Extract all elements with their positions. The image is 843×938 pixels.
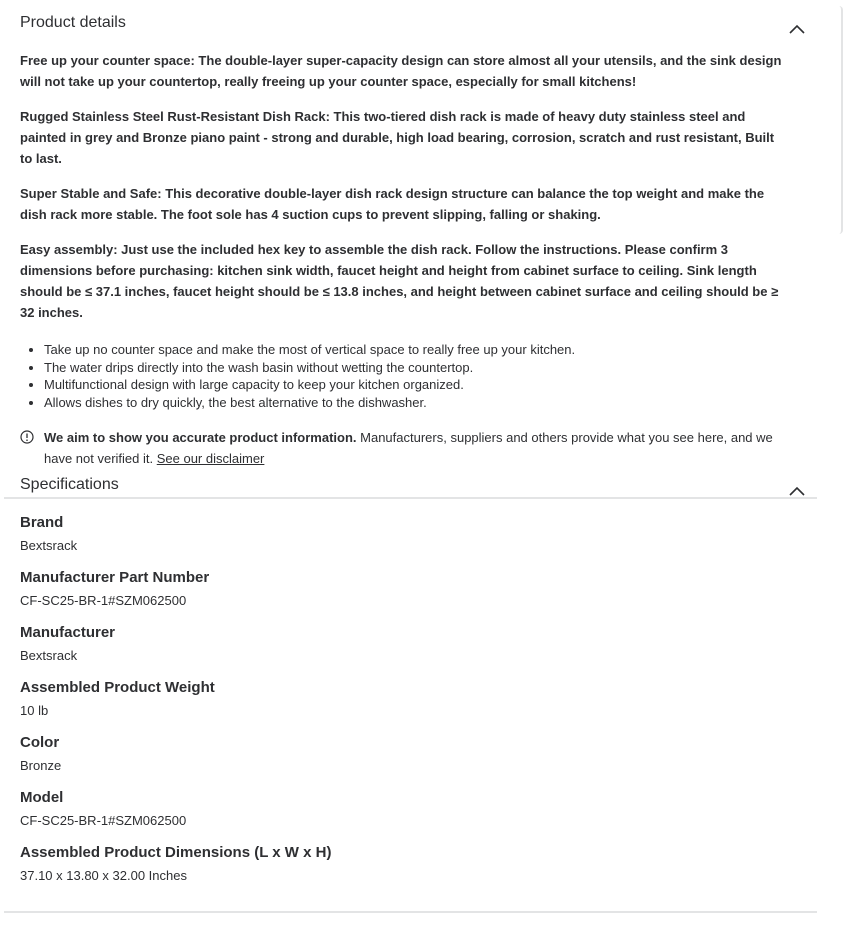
scroll-edge — [838, 6, 843, 234]
info-circle-icon — [20, 430, 34, 444]
disclaimer-bold: We aim to show you accurate product information. — [44, 430, 357, 445]
feature-list — [20, 341, 785, 411]
list-item: • Take up no counter space and make the most of vertical space to really free up your kitchen. — [44, 341, 785, 359]
spec-label: Assembled Product Weight — [20, 679, 215, 696]
details-paragraph-2: Rugged Stainless Steel Rust-Resistant Dish Rack: This two-tiered dish rack is made of heavy duty stainless steel and painted in grey and Bronze piano paint - strong and durable, high load bearing, corrosion, scratch and rust resistant, Built to last. — [20, 109, 775, 166]
list-item: • The water drips directly into the wash basin without wetting the countertop. — [44, 359, 785, 377]
specifications-header[interactable] — [4, 462, 817, 504]
spec-color — [20, 732, 801, 775]
spec-label: Color — [20, 734, 60, 751]
spec-value: CF-SC25-BR-1#SZM062500 — [20, 813, 187, 828]
spec-value: 37.10 x 13.80 x 32.00 Inches — [20, 868, 187, 883]
spec-label: Model — [20, 789, 64, 806]
specifications-section — [4, 462, 817, 913]
spec-dimensions — [20, 842, 801, 885]
spec-value: 10 lb — [20, 703, 49, 718]
specifications-title: Specifications — [20, 476, 119, 493]
product-details-header[interactable] — [4, 0, 817, 42]
chevron-up-icon[interactable] — [789, 24, 805, 34]
list-item: • Multifunctional design with large capacity to keep your kitchen organized. — [44, 376, 785, 394]
spec-value: CF-SC25-BR-1#SZM062500 — [20, 593, 187, 608]
spec-label: Assembled Product Dimensions (L x W x H) — [20, 844, 332, 861]
spec-label: Manufacturer — [20, 624, 116, 641]
spec-label: Brand — [20, 514, 64, 531]
spec-manufacturer — [20, 622, 801, 665]
spec-value: Bronze — [20, 758, 62, 773]
specifications-body — [4, 504, 817, 911]
list-item: • Allows dishes to dry quickly, the best alternative to the dishwasher. — [44, 394, 785, 412]
product-details-section — [4, 0, 817, 499]
product-details-title: Product details — [20, 14, 126, 31]
disclaimer-text: Manufacturers, suppliers and others provide what you see here, and we have not verified it. — [44, 430, 773, 466]
details-paragraph-4: Easy assembly: Just use the included hex key to assemble the dish rack. Follow the instructions. Please confirm 3 dimensions before purchasing: kitchen sink width, faucet height and height from cabinet surface to ceiling. Sink length should be ≤ 37.1 inches, faucet height should be ≤ 13.8 inches, and height between cabinet surface and ceiling should be ≥ 32 inches. — [20, 242, 779, 320]
spec-weight — [20, 677, 801, 720]
details-paragraph-1: Free up your counter space: The double-layer super-capacity design can store almost all your utensils, and the sink design will not take up your countertop, really freeing up your counter space, especially for small kitchens! — [20, 53, 782, 89]
product-details-body — [4, 42, 817, 497]
spec-manufacturer-part-number — [20, 567, 801, 610]
spec-model — [20, 787, 801, 830]
details-paragraph-3: Super Stable and Safe: This decorative double-layer dish rack design structure can balance the top weight and make the dish rack more stable. The foot sole has 4 suction cups to prevent slipping, falling or shaking. — [20, 186, 765, 222]
spec-value: Bextsrack — [20, 538, 78, 553]
spec-brand — [20, 512, 801, 555]
spec-label: Manufacturer Part Number — [20, 569, 210, 586]
disclaimer-link[interactable]: See our disclaimer — [156, 451, 265, 466]
spec-value: Bextsrack — [20, 648, 78, 663]
chevron-up-icon[interactable] — [789, 486, 805, 496]
